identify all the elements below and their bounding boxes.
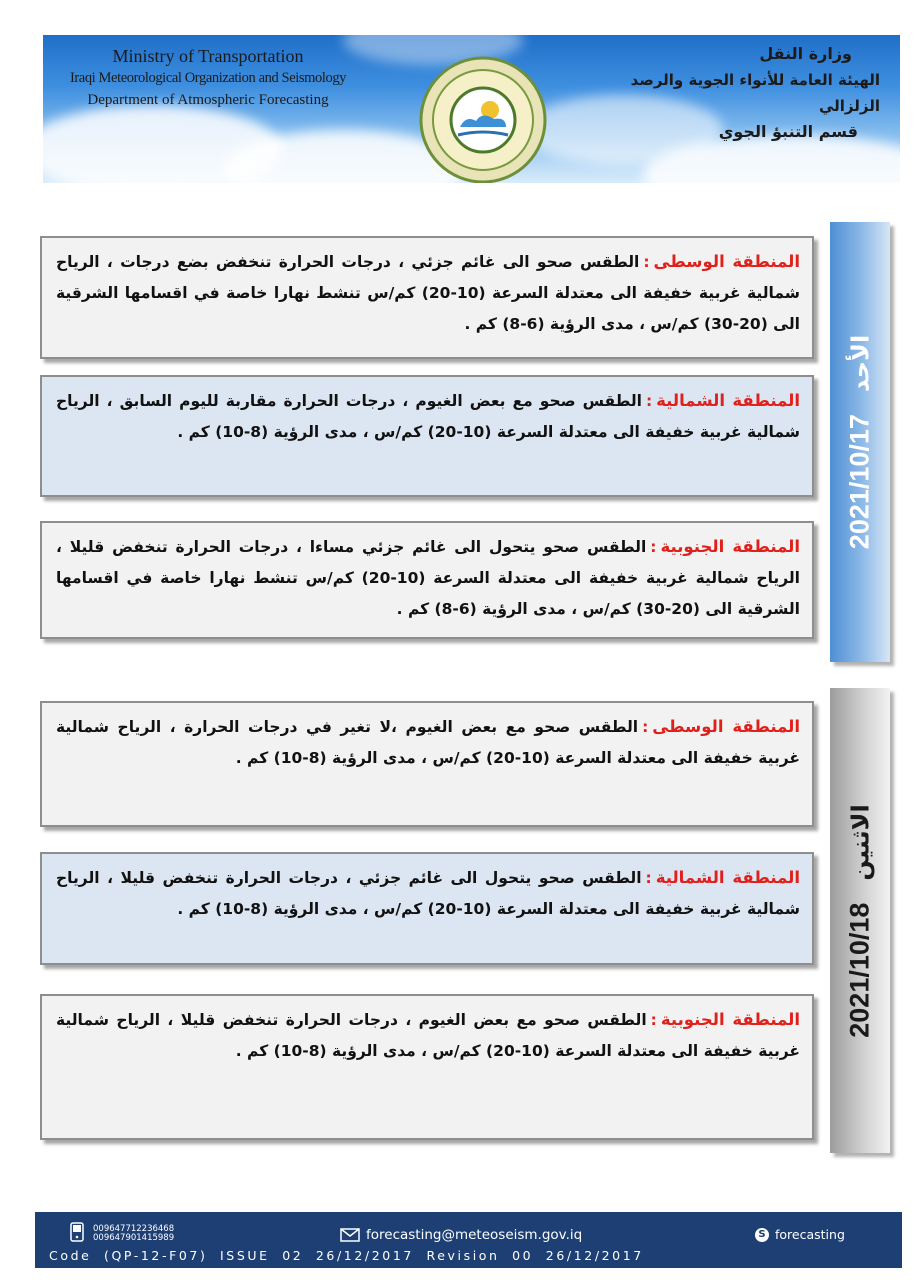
- day2-northern-region: [40, 852, 814, 965]
- day1-date: 2021/10/17: [844, 414, 875, 550]
- skype-icon: S: [755, 1228, 769, 1242]
- day1-date-bar: [830, 222, 890, 662]
- footer: [35, 1212, 902, 1268]
- header-arabic: [580, 41, 880, 145]
- day2-weekday: الاثنين: [846, 803, 874, 881]
- region-forecast-text: الطقس صحو مع بعض الغيوم ، درجات الحرارة تنخفض قليلا ، الرياح شمالية غربية خفيفة الى معتدلة السرعة (10-20) كم/س ، مدى الرؤية (8-10) كم .: [56, 1011, 800, 1060]
- day1-central-region: [40, 236, 814, 359]
- region-colon: :: [643, 253, 650, 271]
- day1-weekday: الأحد: [846, 334, 874, 393]
- region-forecast-text: الطقس صحو مع بعض الغيوم ، درجات الحرارة مقاربة لليوم السابق ، الرياح شمالية غربية خفيفة الى معتدلة السرعة (10-20) كم/س ، مدى الرؤية (8-10) كم .: [56, 392, 800, 441]
- region-forecast-text: الطقس صحو يتحول الى غائم جزئي ، درجات الحرارة تنخفض قليلا ، الرياح شمالية غربية خفيفة الى معتدلة السرعة (10-20) كم/س ، مدى الرؤية (8-10) كم .: [56, 869, 800, 918]
- organization-name-ar: الهيئة العامة للأنواء الجوية والرصد الزلزالي: [630, 71, 880, 115]
- region-colon: :: [645, 392, 653, 410]
- region-colon: :: [642, 718, 649, 736]
- region-colon: :: [645, 869, 652, 887]
- department-name-ar: قسم التنبؤ الجوي: [718, 122, 858, 141]
- region-forecast-text: الطقس صحو مع بعض الغيوم ،لا تغير في درجات الحرارة ، الرياح شمالية غربية خفيفة الى معتدلة السرعة (10-20) كم/س ، مدى الرؤية (8-10) كم .: [56, 718, 800, 767]
- email-address[interactable]: forecasting@meteoseism.gov.iq: [366, 1227, 583, 1243]
- ministry-name-en: Ministry of Transportation: [112, 46, 304, 66]
- phone-number-2: 009647901415989: [93, 1233, 175, 1243]
- ministry-name-ar: وزارة النقل: [759, 44, 852, 63]
- day1-southern-region: [40, 521, 814, 639]
- region-title: المنطقة الجنوبية: [660, 537, 801, 556]
- header-english: [43, 45, 373, 111]
- day1-northern-region: [40, 375, 814, 497]
- region-title: المنطقة الشمالية: [655, 868, 801, 887]
- skype-contact: [755, 1227, 845, 1242]
- phone-icon: [70, 1222, 84, 1242]
- document-code-line: Code (QP-12-F07) ISSUE 02 26/12/2017 Revision 00 26/12/2017: [49, 1248, 644, 1263]
- organization-name-en: Iraqi Meteorological Organization and Seismology: [69, 70, 347, 86]
- header-banner: [43, 35, 900, 183]
- email-contact: [340, 1227, 582, 1243]
- skype-handle: forecasting: [775, 1227, 845, 1242]
- email-icon: [340, 1228, 360, 1242]
- region-forecast-text: الطقس صحو الى غائم جزئي ، درجات الحرارة تنخفض بضع درجات ، الرياح شمالية غربية خفيفة الى معتدلة السرعة (10-20) كم/س تنشط نهارا خاصة في اقسامها الشرقية الى (20-30) كم/س ، مدى الرؤية (6-8) كم .: [56, 253, 801, 333]
- region-title: المنطقة الشمالية: [656, 391, 800, 410]
- region-colon: :: [650, 538, 657, 556]
- region-forecast-text: الطقس صحو يتحول الى غائم جزئي مساءا ، درجات الحرارة تنخفض قليلا ، الرياح شمالية غربية خفيفة الى معتدلة السرعة (10-20) كم/س تنشط نهارا خاصة في اقسامها الشرقية الى (20-30) كم/س ، مدى الرؤية (6-8) كم .: [56, 538, 800, 618]
- day2-date: 2021/10/18: [844, 902, 875, 1038]
- region-title: المنطقة الوسطى: [652, 717, 800, 736]
- phone-numbers: [93, 1225, 174, 1243]
- day2-southern-region: [40, 994, 814, 1140]
- day2-date-bar: [830, 688, 890, 1153]
- region-title: المنطقة الوسطى: [653, 252, 800, 271]
- region-colon: :: [650, 1011, 657, 1029]
- meteorological-seal-icon: [418, 55, 548, 183]
- region-title: المنطقة الجنوبية: [660, 1010, 800, 1029]
- day2-central-region: [40, 701, 814, 827]
- department-name-en: Department of Atmospheric Forecasting: [87, 92, 329, 108]
- phone-number-1: 009647712236468: [93, 1224, 175, 1234]
